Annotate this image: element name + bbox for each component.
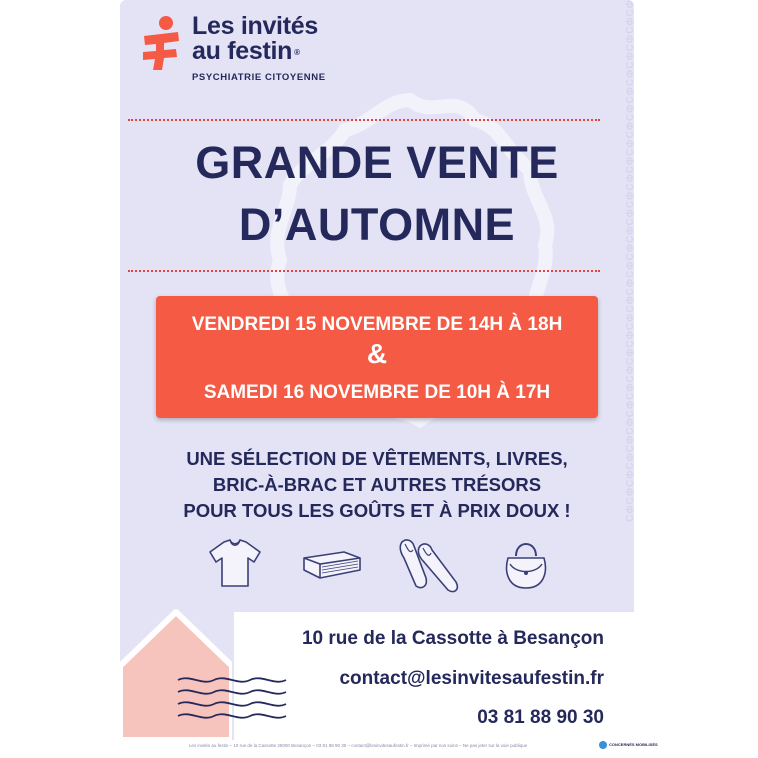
date-friday: VENDREDI 15 NOVEMBRE DE 14H À 18H bbox=[191, 314, 563, 335]
handbag-icon bbox=[502, 536, 550, 594]
description-line3: POUR TOUS LES GOÛTS ET À PRIX DOUX ! bbox=[183, 500, 571, 521]
date-saturday: SAMEDI 16 NOVEMBRE DE 10H À 17H bbox=[203, 382, 551, 403]
logo-name-line1: Les invités bbox=[192, 12, 318, 40]
badge-dot-icon bbox=[599, 741, 607, 749]
description bbox=[120, 446, 634, 524]
footer-legal-text: Les invités au festin – 10 rue de la Cassotte 25000 Besançon – 03 81 88 90 30 – contact@lesinvitesaufestin.fr – Imprimé par nos soins – Ne pas jeter sur la voie publique bbox=[188, 743, 528, 748]
postmark-waves-icon bbox=[176, 672, 296, 722]
description-line1: UNE SÉLECTION DE VÊTEMENTS, LIVRES, bbox=[186, 448, 568, 469]
footer-badge bbox=[599, 741, 658, 749]
date-ampersand: & bbox=[366, 338, 388, 369]
contact-email[interactable]: contact@lesinvitesaufestin.fr bbox=[339, 668, 604, 689]
contact-address: 10 rue de la Cassotte à Besançon bbox=[301, 628, 604, 649]
tshirt-icon bbox=[206, 538, 264, 590]
divider-top bbox=[128, 119, 600, 121]
logo-tagline: PSYCHIATRIE CITOYENNE bbox=[192, 71, 326, 83]
shoes-icon bbox=[396, 536, 464, 596]
dates-banner bbox=[156, 296, 598, 418]
contact-phone[interactable]: 03 81 88 90 30 bbox=[477, 707, 604, 728]
book-icon bbox=[300, 548, 364, 582]
registered-mark: ® bbox=[294, 47, 300, 57]
badge-label: CONCERNÉS MOBILISÉS bbox=[609, 741, 658, 747]
divider-bottom bbox=[128, 270, 600, 272]
poster bbox=[120, 0, 634, 740]
title-line2: D’AUTOMNE bbox=[238, 199, 516, 250]
logo-figure-icon bbox=[134, 14, 186, 72]
description-line2: BRIC-À-BRAC ET AUTRES TRÉSORS bbox=[212, 474, 542, 495]
decorative-side-strip: ΦƆΦƆΦƆΦƆΦƆΦƆΦƆΦƆΦƆΦƆΦƆΦƆΦƆΦƆΦƆΦƆΦƆΦƆΦƆΦƆΦƆΦƆΦƆΦƆΦƆΦƆΦƆΦƆΦƆΦƆ bbox=[623, 0, 634, 523]
brand-logo bbox=[134, 14, 326, 83]
title-line1: GRANDE VENTE bbox=[195, 137, 559, 188]
logo-name-line2: au festin bbox=[192, 37, 293, 65]
